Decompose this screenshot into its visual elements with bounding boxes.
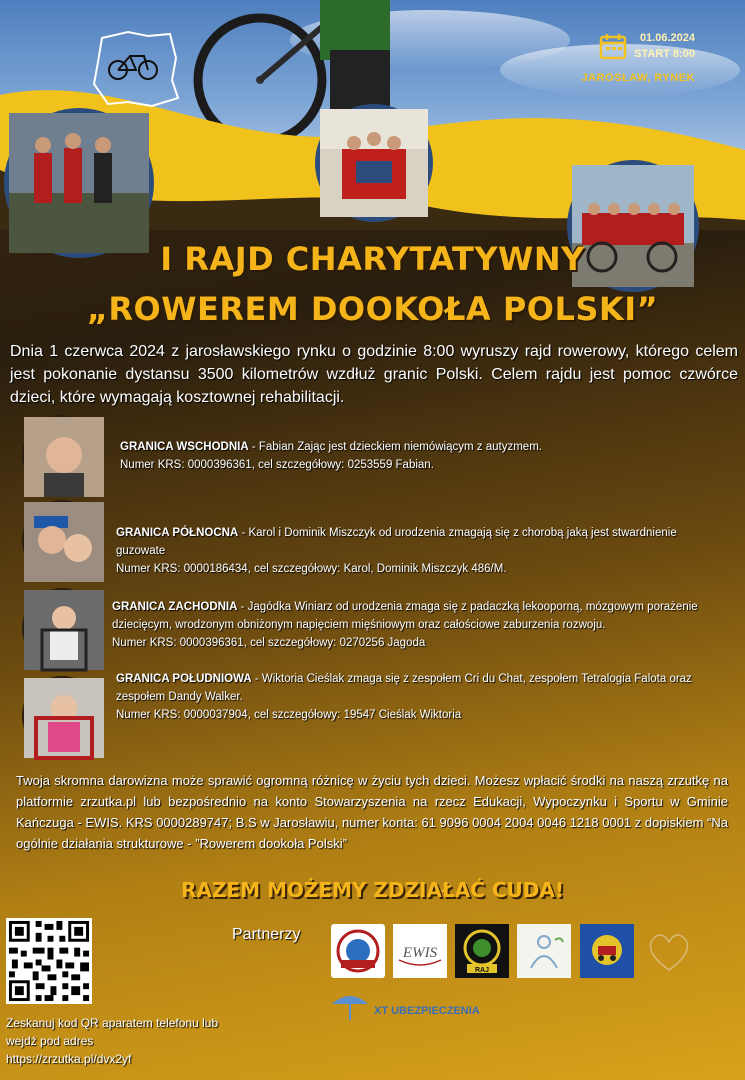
partners-label: Partnerzy [232,926,301,943]
donation-text: Twoja skromna darowizna może sprawić ogromną różnicę w życiu tych dzieci. Możesz wpłacić środki na naszą zrzutkę na platformie zrzutka.pl lub bezpośrednio na konto Stowarzyszenia na rzecz Edukacji, Wypoczynku i Sportu w Gminie Kańczuga - EWIS. KRS 0000289747; B.S w Jarosławiu, numer konta: 61 9096 0004 2004 0046 1218 0001 z dopiskiem “Na ogólnie działania strukturowe - ”Rowerem dookoła Polski” [16,773,728,851]
team-photo-center [315,104,433,222]
partner-logo-raj[interactable] [455,924,509,978]
kid-photo-4 [22,676,102,756]
qr-url-link[interactable]: https://zrzutka.pl/dvx2yf [6,1052,132,1066]
kid-desc-2: - Karol i Dominik Miszczyk od urodzenia zmagają się z chorobą jaką jest stwardnienie guzowate [116,527,677,557]
kid-info-1 [120,438,710,474]
kid-photo-1 [22,415,102,495]
poster-title: I RAJD CHARYTATYWNY [160,240,585,278]
kid-desc-3: - Jagódka Winiarz od urodzenia zmaga się z padaczką lekooporną, mózgowym porażenie dziecięcym, wrodzonym obniżonym napięciem mięśniowym oraz całościowe zaburzenia rozwoju. [112,601,698,631]
slogan: RAZEM MOŻEMY ZDZIAŁAĆ CUDA! [181,878,564,902]
kid-border-1: GRANICA WSCHODNIA [120,441,249,453]
event-date: 01.06.2024 [639,32,695,44]
kid-photo-3 [22,588,102,668]
kid-border-4: GRANICA POŁUDNIOWA [116,673,252,685]
kid-info-4 [116,670,706,724]
ewis-logo-text: EWIS [402,945,438,961]
event-start: START 8:00 [634,48,695,60]
insurance-logo-text: XT UBEZPIECZENIA [374,1005,480,1017]
qr-caption [6,1014,266,1068]
poster-subtitle: „ROWEREM DOOKOŁA POLSKI” [86,290,659,328]
kid-desc-1: - Fabian Zając jest dzieckiem niemówiącym z autyzmem. [248,441,542,453]
kid-info-3 [112,598,712,652]
kid-krs-1: Numer KRS: 0000396361, cel szczegółowy: 0253559 Fabian. [120,459,434,471]
qr-caption-line1: Zeskanuj kod QR aparatem telefonu lub [6,1016,219,1030]
partner-logo-4[interactable] [517,924,571,978]
kid-border-3: GRANICA ZACHODNIA [112,601,238,613]
kid-desc-4: - Wiktoria Cieślak zmaga się z zespołem Cri du Chat, zespołem Tetralogia Falota oraz zespołem Dandy Walker. [116,673,692,703]
partner-logo-insurance[interactable] [330,990,480,1026]
kid-krs-4: Numer KRS: 0000037904, cel szczegółowy: 19547 Cieślak Wiktoria [116,709,462,721]
qr-caption-line2: wejdź pod adres [6,1034,94,1048]
raj-logo-text: RAJ [474,967,490,974]
partner-logo-5[interactable] [580,924,634,978]
kid-krs-2: Numer KRS: 0000186434, cel szczegółowy: Karol, Dominik Miszczyk 486/M. [116,563,507,575]
team-photo-left [4,108,154,258]
event-place: JAROSŁAW, RYNEK [581,72,695,84]
poland-map-icon [88,28,180,110]
kid-border-2: GRANICA PÓŁNOCNA [116,527,239,539]
bicycle-icon [109,56,157,79]
kid-photo-2 [22,500,102,580]
qr-code[interactable] [6,918,92,1004]
event-info [582,30,695,86]
intro-text: Dnia 1 czerwca 2024 z jarosławskiego rynku o godzinie 8:00 wyruszy rajd rowerowy, którego celem jest pokonanie dystansu 3500 kilometrów wzdłuż granic Polski. Celem rajdu jest pomoc czwórce dzieci, które wymagają kosztownej rehabilitacji. [10,343,738,406]
kid-krs-3: Numer KRS: 0000396361, cel szczegółowy: 0270256 Jagoda [112,637,426,649]
kid-info-2 [116,524,706,578]
partner-logo-6[interactable] [642,924,696,978]
partner-logo-ewis[interactable] [393,924,447,978]
partner-logo-1[interactable] [331,924,385,978]
